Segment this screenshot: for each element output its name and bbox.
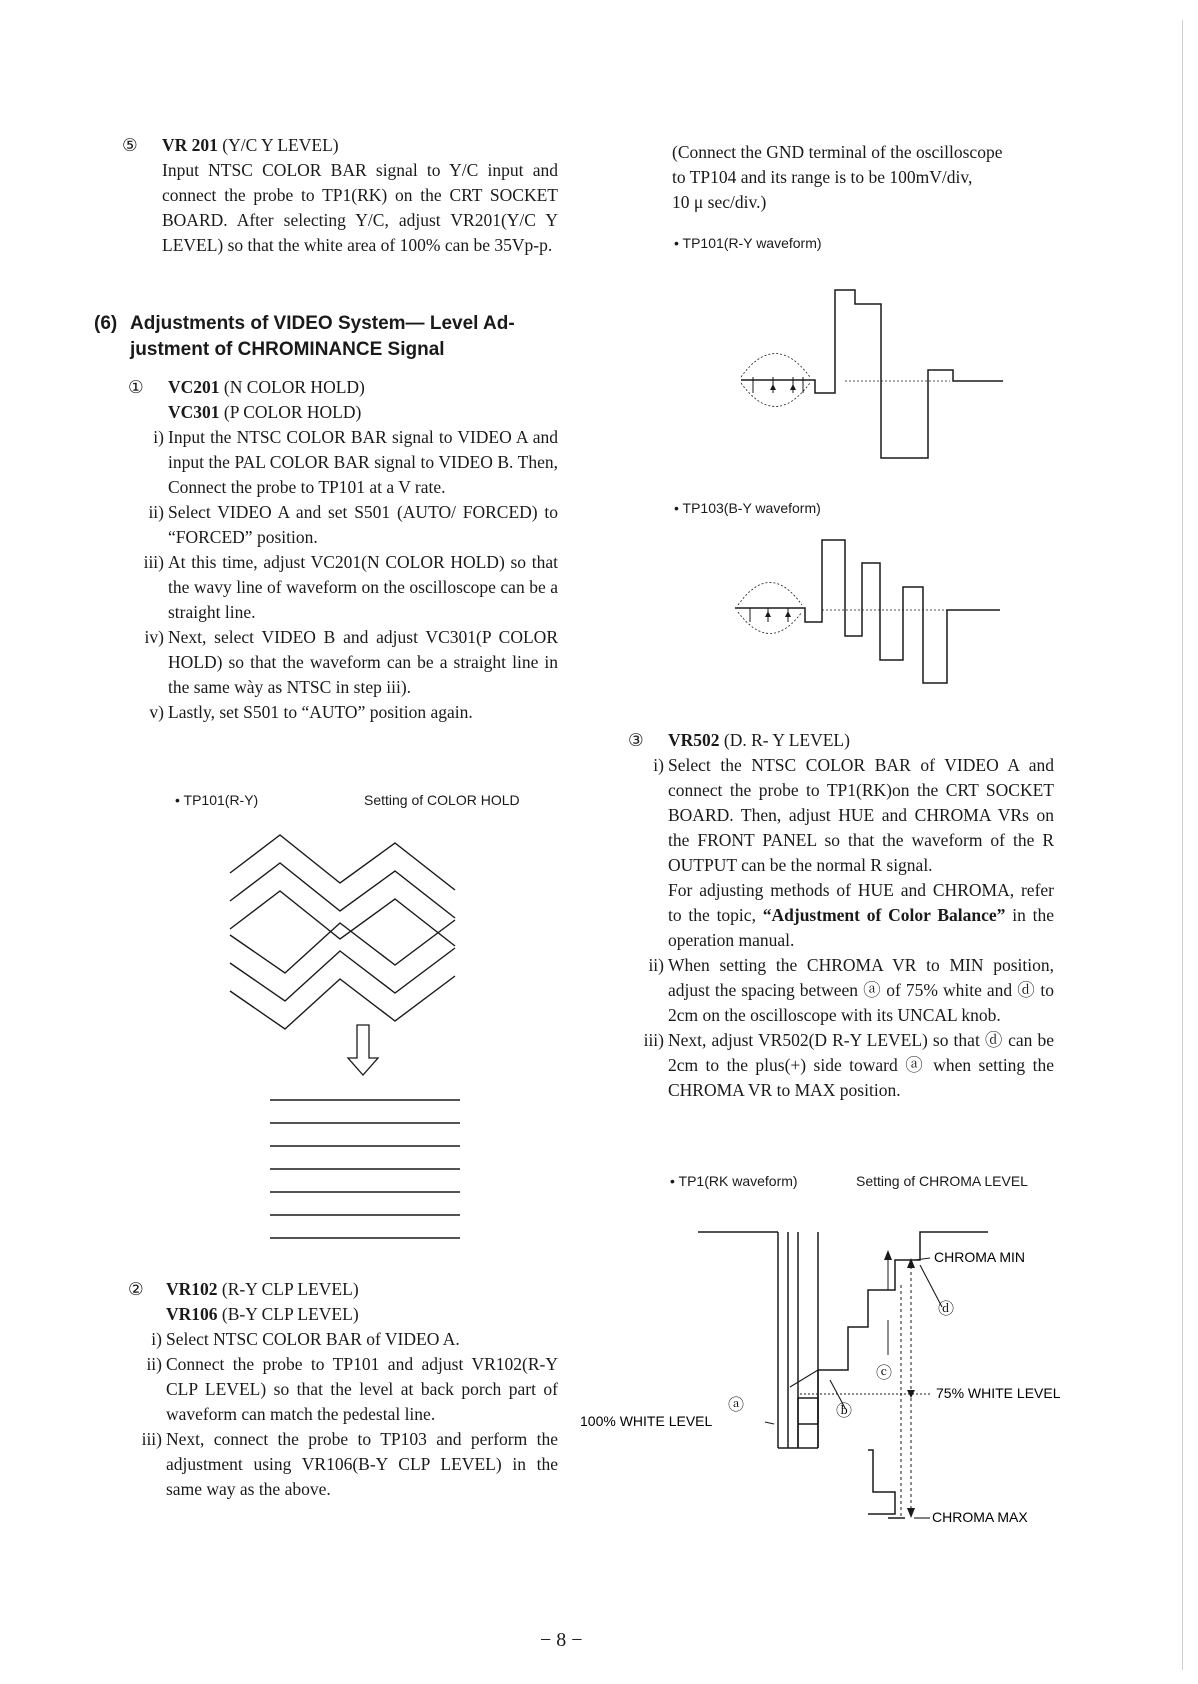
figure-title: Setting of COLOR HOLD [364, 792, 520, 808]
step-text: At this time, adjust VC201(N COLOR HOLD) so that the wavy line of waveform on the oscilloscope can be a straight line. [168, 552, 558, 622]
step-text: When setting the CHROMA VR to MIN position, adjust the spacing between ⓐ of 75% white and ⓓ to 2cm on the oscilloscope with its UNCAL knob. [668, 955, 1054, 1025]
step-label: i) [653, 755, 664, 775]
wavy-line [230, 891, 455, 946]
step-item [128, 1327, 558, 1352]
item-vc201-vc301: ① VC201 (N COLOR HOLD) VC301 (P COLOR HOLD) i) Input the NTSC COLOR BAR signal to VIDEO A and input the PAL COLOR BAR signal to VIDEO B. Then, Connect the probe to TP101 at a V rate. ii) Select VIDEO A and set S501 (AUTO/ FORCED) to “FORCED” position. iii) At this time, adjust VC201(N COLOR HOLD) so that the wavy line of waveform on the oscilloscope can be a straight line. iv) Next, select VIDEO B and adjust VC301(P COLOR HOLD) so that the waveform can be a straight line in the same wày as NTSC in step iii). v) Lastly, set S501 to “AUTO” position again. [128, 375, 558, 725]
step-label: ii) [146, 1354, 162, 1374]
wavy-line [230, 920, 455, 973]
step-item [128, 1427, 558, 1502]
circled-number-5: ⑤ [122, 135, 138, 155]
step-item [128, 625, 558, 700]
wavy-line [230, 976, 455, 1029]
step-label: v) [149, 702, 164, 722]
item-vr502: ③ VR502 (D. R- Y LEVEL) i) Select the NTSC COLOR BAR of VIDEO A and connect the probe to TP1(RK)on the CRT SOCKET BOARD. Then, adjust HUE and CHROMA VRs on the FRONT PANEL so that the waveform of the R OUTPUT can be the normal R signal. For adjusting methods of HUE and CHROMA, refer to the topic, “Adjustment of Color Balance” in the operation manual. ii) When setting the CHROMA VR to MIN position, adjust the spacing between ⓐ of 75% white and ⓓ to 2cm on the oscilloscope with its UNCAL knob. iii) Next, adjust VR502(D R-Y LEVEL) so that ⓓ can be 2cm to the plus(+) side toward ⓐ when setting the CHROMA VR to MAX position. [628, 728, 1054, 1103]
ry-waveform-label: • TP101(R-Y waveform) [674, 235, 822, 251]
section-heading: (6) Adjustments of VIDEO System— Level Ad- justment of CHROMINANCE Signal [94, 313, 515, 360]
marker-a: ⓐ [728, 1397, 745, 1414]
tp1-waveform-label: • TP1(RK waveform) [670, 1173, 798, 1189]
step-text: Select NTSC COLOR BAR of VIDEO A. [166, 1329, 460, 1349]
step-label [628, 878, 668, 953]
step-item [128, 700, 558, 725]
down-arrow-icon [348, 1025, 378, 1075]
step-item [128, 1352, 558, 1427]
circled-number-2: ② [128, 1279, 144, 1299]
step-text: Next, adjust VR502(D R-Y LEVEL) so that ⓓ can be 2cm to the plus(+) side toward ⓐ when setting the CHROMA VR to MAX position. [668, 1030, 1054, 1100]
step-item [128, 550, 558, 625]
step-label: iii) [141, 1429, 162, 1449]
page-number: − 8 − [540, 1629, 583, 1651]
step-label: iv) [144, 627, 164, 647]
step-label: iii) [143, 552, 164, 572]
step-text: Lastly, set S501 to “AUTO” position again. [168, 702, 473, 722]
white-100-label: 100% WHITE LEVEL [580, 1413, 713, 1429]
step-text: Connect the probe to TP101 and adjust VR102(R-Y CLP LEVEL) so that the level at back porch part of waveform can match the pedestal line. [166, 1354, 558, 1424]
marker-b: ⓑ [836, 1403, 853, 1420]
chroma-level-title: Setting of CHROMA LEVEL [856, 1173, 1028, 1189]
step-label: iii) [643, 1030, 664, 1050]
chroma-max-label: CHROMA MAX [932, 1509, 1028, 1525]
step-item [628, 1028, 1054, 1103]
step-item [628, 753, 1054, 878]
circled-number-1: ① [128, 377, 144, 397]
step-text: Next, connect the probe to TP103 and perform the adjustment using VR106(B-Y CLP LEVEL) in the same way as the above. [166, 1429, 558, 1499]
wavy-line [230, 863, 455, 918]
item-body: Input NTSC COLOR BAR signal to Y/C input and connect the probe to TP1(RK) on the CRT SOCKET BOARD. After selecting Y/C, adjust VR201(Y/C Y LEVEL) so that the white area of 100% can be 35Vp-p. [162, 160, 558, 255]
chroma-min-label: CHROMA MIN [934, 1249, 1025, 1265]
marker-d: ⓓ [938, 1301, 955, 1318]
by-waveform-label: • TP103(B-Y waveform) [674, 500, 821, 516]
step-text: Select the NTSC COLOR BAR of VIDEO A and connect the probe to TP1(RK)on the CRT SOCKET BOARD. Then, adjust HUE and CHROMA VRs on the FRONT PANEL so that the waveform of the R OUTPUT can be the normal R signal. [668, 755, 1054, 875]
step-text: Input the NTSC COLOR BAR signal to VIDEO A and input the PAL COLOR BAR signal to VIDEO B. Then, Connect the probe to TP101 at a V rate. [168, 427, 558, 497]
step-text: Next, select VIDEO B and adjust VC301(P COLOR HOLD) so that the waveform can be a straight line in the same wày as NTSC in step iii). [168, 627, 558, 697]
step-label: ii) [148, 502, 164, 522]
step-item [128, 425, 558, 500]
oscilloscope-note: (Connect the GND terminal of the oscilloscope to TP104 and its range is to be 100mV/div, 10 μ sec/div.) [672, 142, 1003, 212]
step-item [628, 878, 1054, 953]
wavy-line [230, 948, 455, 1001]
by-waveform-diagram [730, 530, 1010, 690]
step-item [628, 953, 1054, 1028]
step-label: ii) [648, 955, 664, 975]
circled-number-3: ③ [628, 730, 644, 750]
color-hold-diagram [210, 825, 490, 1245]
figure-label: • TP101(R-Y) [175, 792, 259, 808]
step-label: i) [151, 1329, 162, 1349]
marker-c: ⓒ [876, 1365, 893, 1382]
wavy-line [230, 835, 455, 890]
item-title-bold: VR 201 [162, 135, 218, 155]
step-text: Select VIDEO A and set S501 (AUTO/ FORCED) to “FORCED” position. [168, 502, 558, 547]
white-75-label: 75% WHITE LEVEL [936, 1385, 1061, 1401]
ry-waveform-diagram [735, 280, 1015, 485]
step-text: For adjusting methods of HUE and CHROMA, refer to the topic, “Adjustment of Color Balance” in the operation manual. [668, 880, 1054, 950]
chroma-level-diagram [580, 1220, 1090, 1540]
step-label: i) [153, 427, 164, 447]
item-vr201: ⑤ VR 201 (Y/C Y LEVEL) Input NTSC COLOR BAR signal to Y/C input and connect the probe to TP1(RK) on the CRT SOCKET BOARD. After selecting Y/C, adjust VR201(Y/C Y LEVEL) so that the white area of 100% can be 35Vp-p. [122, 133, 558, 258]
scan-edge [1182, 20, 1183, 1670]
step-item [128, 500, 558, 550]
item-vr102-vr106: ② VR102 (R-Y CLP LEVEL) VR106 (B-Y CLP LEVEL) i) Select NTSC COLOR BAR of VIDEO A. ii) Connect the probe to TP101 and adjust VR102(R-Y CLP LEVEL) so that the level at back porch part of waveform can match the pedestal line. iii) Next, connect the probe to TP103 and perform the adjustment using VR106(B-Y CLP LEVEL) in the same way as the above. [128, 1277, 558, 1502]
